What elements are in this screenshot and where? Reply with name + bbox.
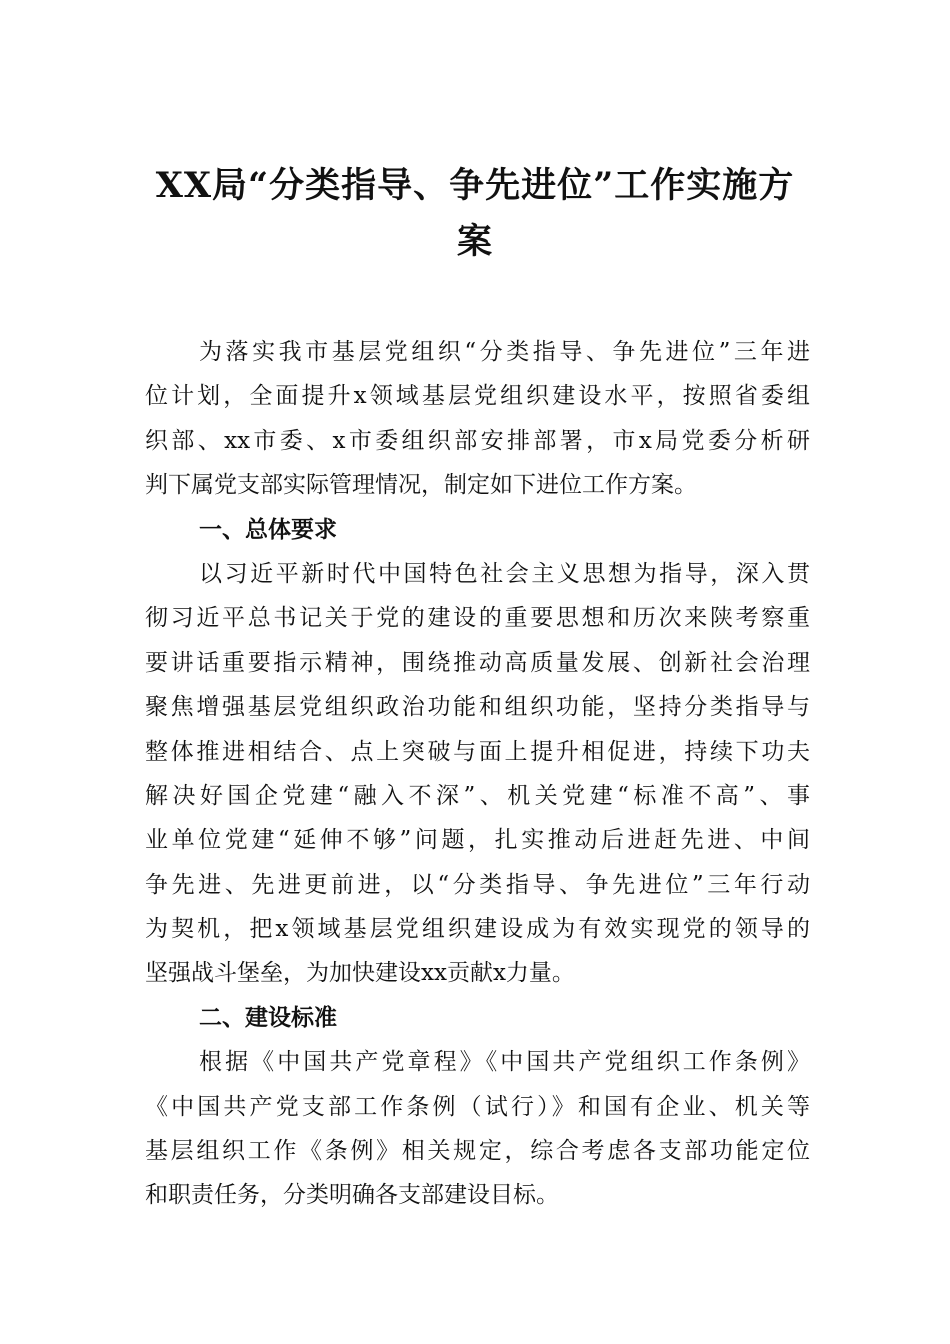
paragraph-line: 以习近平新时代中国特色社会主义思想为指导，深入贯: [199, 560, 810, 587]
title-line: XX局“分类指导、争先进位”工作实施方: [155, 165, 795, 206]
paragraph-line: 基层组织工作《条例》相关规定，综合考虑各支部功能定位: [145, 1138, 810, 1165]
paragraph-line: 坚强战斗堡垒，为加快建设xx贡献x力量。: [145, 960, 575, 987]
paragraph-line: 聚焦增强基层党组织政治功能和组织功能，坚持分类指导与: [145, 694, 810, 721]
title-line: 案: [456, 221, 493, 262]
section-heading-general-requirements: 一、总体要求: [199, 516, 337, 543]
paragraph-line: 为契机，把x领域基层党组织建设成为有效实现党的领导的: [145, 916, 810, 943]
paragraph-line: 要讲话重要指示精神，围绕推动高质量发展、创新社会治理: [145, 649, 810, 676]
intro-paragraph: [145, 330, 810, 508]
paragraph-line: 整体推进相结合、点上突破与面上提升相促进，持续下功夫: [145, 738, 810, 765]
section-heading-construction-standards: 二、建设标准: [199, 1004, 337, 1031]
construction-standards-paragraph: [145, 1040, 810, 1218]
document-title: [130, 158, 820, 270]
paragraph-line: 根据《中国共产党章程》《中国共产党组织工作条例》: [199, 1049, 810, 1076]
paragraph-line: 业单位党建“延伸不够”问题，扎实推动后进赶先进、中间: [145, 827, 810, 854]
paragraph-line: 争先进、先进更前进，以“分类指导、争先进位”三年行动: [145, 871, 810, 898]
paragraph-line: 彻习近平总书记关于党的建设的重要思想和历次来陕考察重: [145, 605, 810, 632]
paragraph-line: 判下属党支部实际管理情况，制定如下进位工作方案。: [145, 472, 697, 499]
paragraph-line: 位计划，全面提升x领域基层党组织建设水平，按照省委组: [145, 383, 810, 410]
document-body: [145, 330, 810, 1218]
paragraph-line: 织部、xx市委、x市委组织部安排部署，市x局党委分析研: [145, 427, 810, 454]
general-requirements-paragraph: [145, 552, 810, 996]
paragraph-line: 解决好国企党建“融入不深”、机关党建“标准不高”、事: [145, 782, 810, 809]
paragraph-line: 《中国共产党支部工作条例（试行）》和国有企业、机关等: [145, 1093, 810, 1120]
paragraph-line: 和职责任务，分类明确各支部建设目标。: [145, 1182, 559, 1209]
paragraph-line: 为落实我市基层党组织“分类指导、争先进位”三年进: [199, 339, 810, 365]
